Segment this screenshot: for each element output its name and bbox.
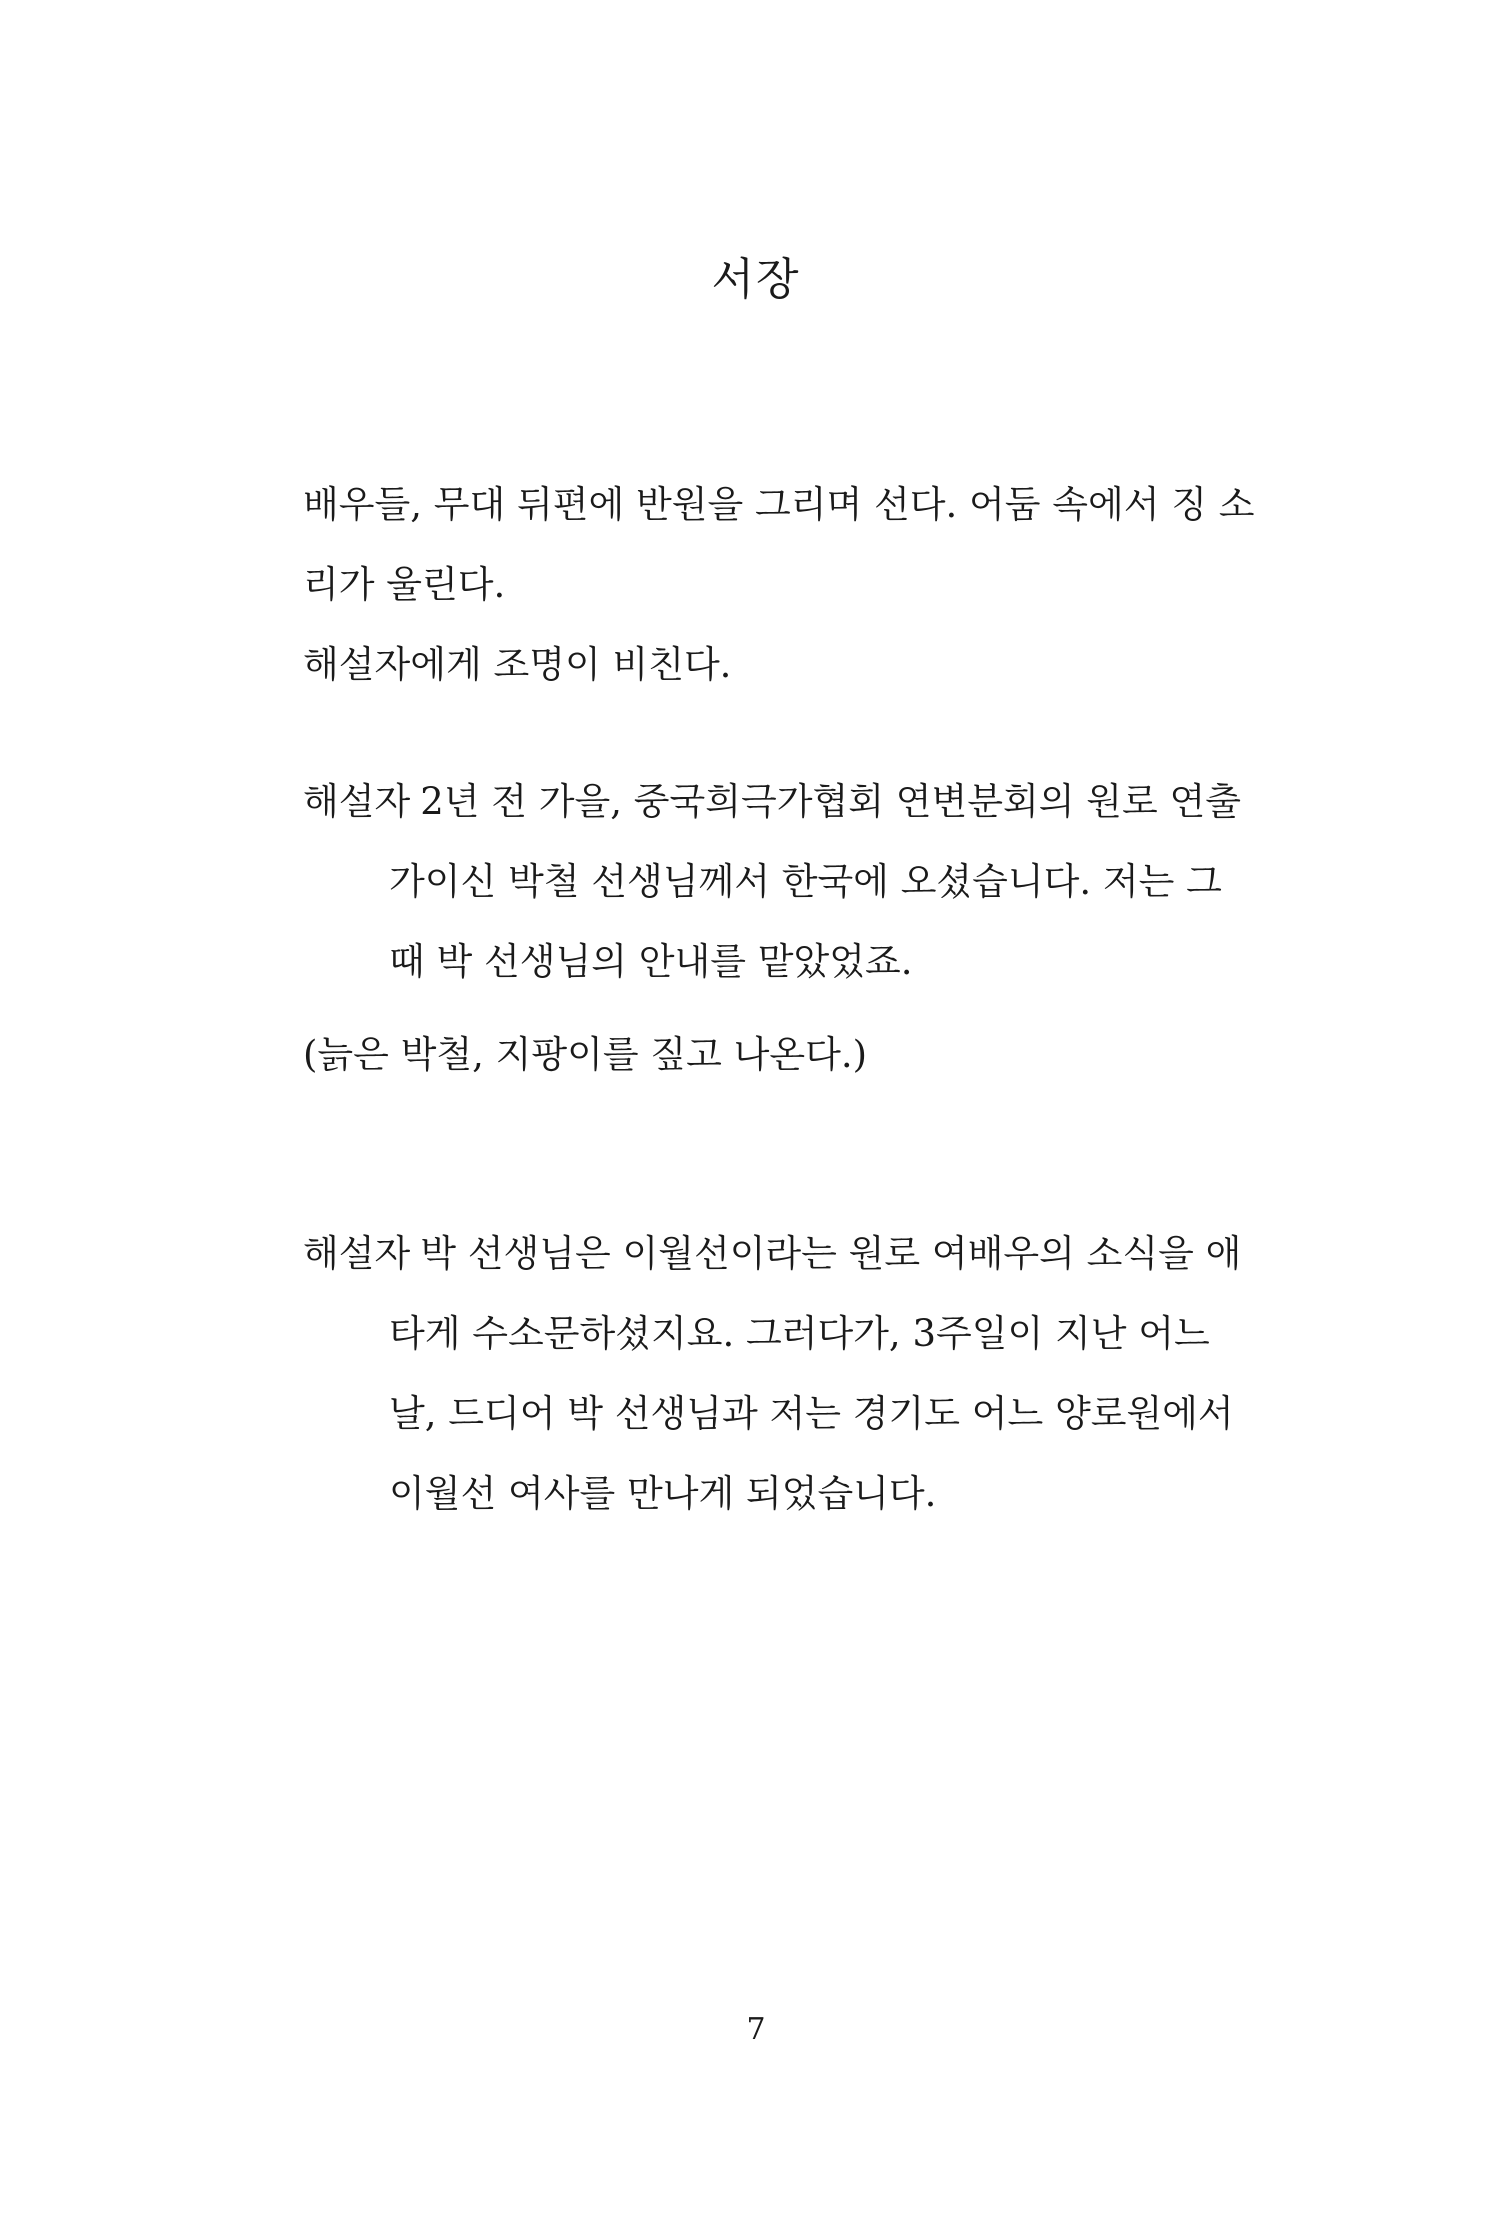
dialogue-line: 이월선 여사를 만나게 되었습니다. xyxy=(389,1472,937,1515)
chapter-title: 서장 xyxy=(711,254,801,305)
speaker-name: 해설자 xyxy=(303,1232,411,1275)
speaker-name: 해설자 xyxy=(303,780,411,823)
dialogue-line: 타게 수소문하셨지요. 그러다가, 3주일이 지난 어느 xyxy=(389,1312,1210,1355)
stage-direction-line: 배우들, 무대 뒤편에 반원을 그리며 선다. 어둠 속에서 징 소 xyxy=(303,483,1255,526)
dialogue-block xyxy=(303,1214,1242,1534)
dialogue-block xyxy=(303,762,1241,1002)
dialogue-line: 때 박 선생님의 안내를 맡았었죠. xyxy=(389,940,913,983)
dialogue-text: 2년 전 가을, 중국희극가협회 연변분회의 원로 연출 xyxy=(420,780,1241,823)
dialogue-first-line xyxy=(303,1214,1242,1294)
dialogue-first-line xyxy=(303,762,1241,842)
stage-direction-line: 리가 울린다. xyxy=(303,563,506,606)
page-number: 7 xyxy=(746,2012,766,2047)
opening-stage-direction xyxy=(303,465,1255,705)
parenthetical-stage-direction: (늙은 박철, 지팡이를 짚고 나온다.) xyxy=(303,1033,868,1076)
dialogue-text: 박 선생님은 이월선이라는 원로 여배우의 소식을 애 xyxy=(420,1232,1242,1275)
dialogue-line: 날, 드디어 박 선생님과 저는 경기도 어느 양로원에서 xyxy=(389,1392,1234,1435)
dialogue-line: 가이신 박철 선생님께서 한국에 오셨습니다. 저는 그 xyxy=(389,860,1222,903)
stage-direction-line: 해설자에게 조명이 비친다. xyxy=(303,643,732,686)
